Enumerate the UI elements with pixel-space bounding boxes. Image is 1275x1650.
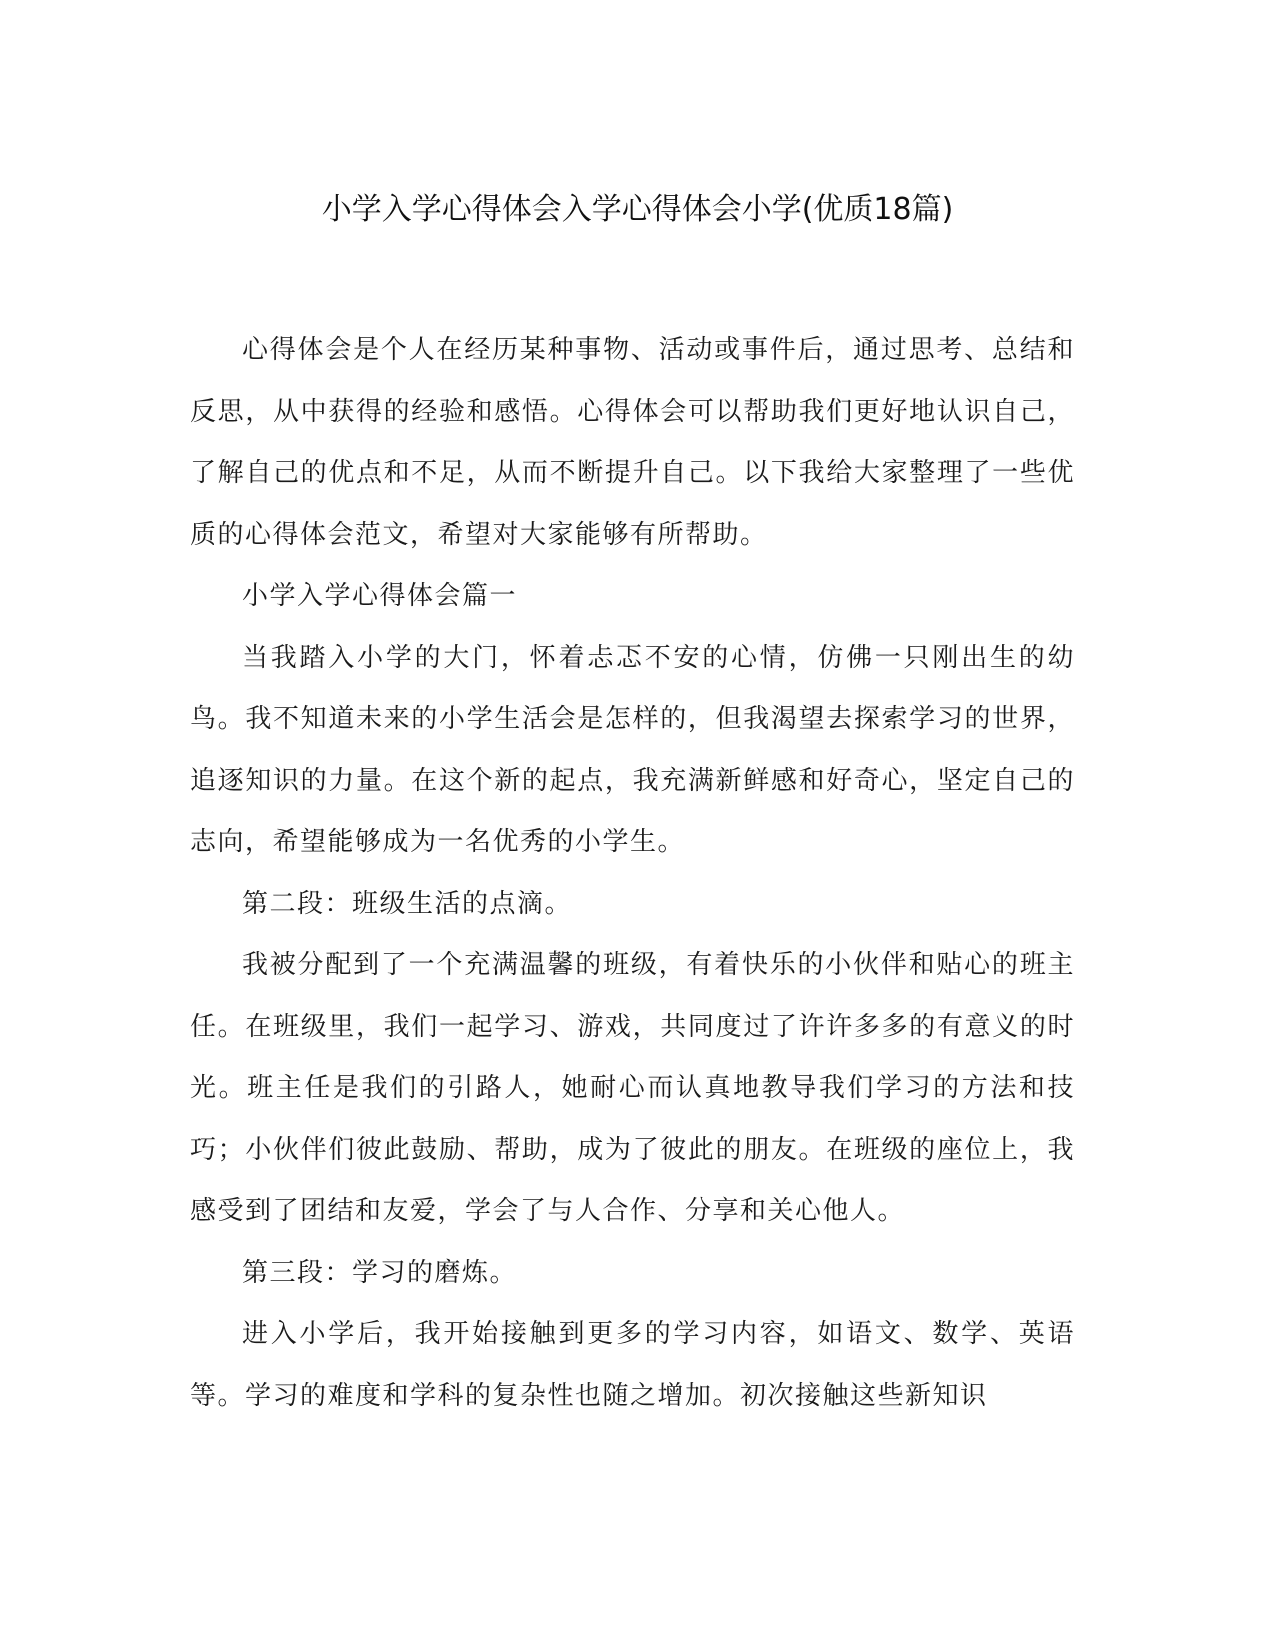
section-heading-2: 第二段：班级生活的点滴。 bbox=[242, 888, 573, 919]
intro-paragraph: 心得体会是个人在经历某种事物、活动或事件后，通过思考、总结和反思，从中获得的经验和感悟。心得体会可以帮助我们更好地认识自己，了解自己的优点和不足，从而不断提升自己。以下我给大家整理了一些优质的心得体会范文，希望对大家能够有所帮助。 bbox=[190, 335, 1075, 550]
document-body bbox=[190, 320, 1075, 1427]
paragraph-1: 当我踏入小学的大门，怀着忐忑不安的心情，仿佛一只刚出生的幼鸟。我不知道未来的小学生活会是怎样的，但我渴望去探索学习的世界，追逐知识的力量。在这个新的起点，我充满新鲜感和好奇心，坚定自己的志向，希望能够成为一名优秀的小学生。 bbox=[190, 642, 1075, 857]
paragraph-3: 进入小学后，我开始接触到更多的学习内容，如语文、数学、英语等。学习的难度和学科的复杂性也随之增加。初次接触这些新知识 bbox=[190, 1319, 1075, 1411]
paragraph-2: 我被分配到了一个充满温馨的班级，有着快乐的小伙伴和贴心的班主任。在班级里，我们一起学习、游戏，共同度过了许许多多的有意义的时光。班主任是我们的引路人，她耐心而认真地教导我们学习的方法和技巧；小伙伴们彼此鼓励、帮助，成为了彼此的朋友。在班级的座位上，我感受到了团结和友爱，学会了与人合作、分享和关心他人。 bbox=[190, 950, 1075, 1226]
document-title: 小学入学心得体会入学心得体会小学(优质18篇) bbox=[321, 192, 954, 227]
section-heading-1: 小学入学心得体会篇一 bbox=[242, 581, 518, 611]
section-heading-3: 第三段：学习的磨炼。 bbox=[242, 1257, 518, 1288]
